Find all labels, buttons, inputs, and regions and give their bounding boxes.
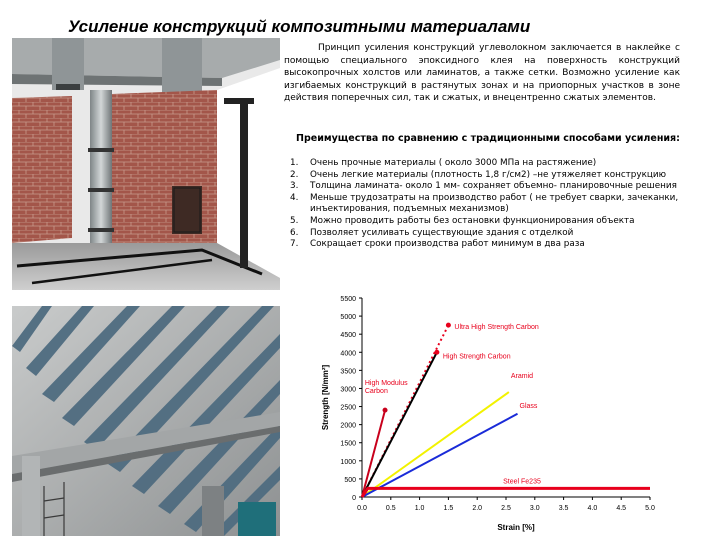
series-label: Glass: [519, 402, 538, 410]
list-item: 3. Толщина ламината- около 1 мм- сохраняет объемно- планировочные решения: [290, 181, 677, 192]
y-tick-label: 1000: [340, 458, 356, 466]
ceiling-strips-photo: [12, 306, 280, 536]
series-end-marker: [383, 408, 388, 413]
list-item: 6. Позволяет усиливать существующие здания с отделкой: [290, 227, 574, 238]
list-item: 5. Можно проводить работы без остановки функционирования объекта: [290, 215, 635, 226]
list-item: 4. Меньше трудозатраты на производство работ ( не требует сварки, зачеканки, инъектирования, подъемных механизмов): [290, 192, 679, 215]
x-tick-label: 3.0: [529, 505, 540, 512]
y-tick-label: 4000: [340, 350, 356, 358]
x-axis-label: Strain [%]: [497, 523, 535, 532]
x-tick-label: 5.0: [645, 505, 655, 512]
list-item: 7. Сокращает сроки производства работ минимум в два раза: [290, 239, 585, 250]
y-tick-label: 0: [352, 495, 356, 502]
reinforced-frame-illustration: [12, 38, 280, 290]
y-tick-label: 3000: [340, 386, 356, 394]
series-label: Steel Fe235: [503, 478, 541, 486]
x-tick-label: 2.0: [472, 505, 483, 512]
series-label: High Strength Carbon: [442, 353, 511, 361]
page-title: Усиление конструкций композитными материалами: [68, 17, 531, 36]
x-tick-label: 4.0: [587, 505, 598, 512]
intro-paragraph: Принцип усиления конструкций углеволокном заключается в наклейке с помощью специального эпоксидного клея на поверхность конструкций высокопрочных холстов или ламинатов, а также сетки. Возможно усиление как изгибаемых конструкций в растянутых зонах и на приопорных участков в зоне действия поперечных сил, так и сжатых, и внецентренно сжатых элементов.: [284, 43, 680, 103]
y-tick-label: 500: [344, 476, 356, 484]
strength-strain-chart: [314, 290, 674, 540]
y-tick-label: 2500: [340, 404, 356, 412]
y-tick-label: 1500: [340, 440, 356, 448]
series-end-marker: [434, 350, 439, 355]
advantages-list: [290, 158, 712, 251]
series-line: [362, 488, 650, 497]
x-tick-label: 4.5: [616, 505, 627, 512]
y-tick-label: 5500: [340, 296, 356, 303]
x-tick-label: 0.0: [357, 505, 367, 512]
list-item: 1. Очень прочные материалы ( около 3000 МПа на растяжение): [290, 158, 597, 168]
series-label: [365, 380, 408, 395]
series-line: [362, 352, 437, 497]
list-item: 2. Очень легкие материалы (плотность 1,8 г/см2) –не утяжеляет конструкцию: [290, 169, 667, 180]
series-end-marker: [446, 323, 451, 328]
x-tick-label: 0.5: [385, 505, 396, 512]
series-label: Ultra High Strength Carbon: [454, 324, 539, 332]
series-label: Aramid: [510, 373, 534, 381]
y-tick-label: 5000: [340, 314, 356, 322]
x-tick-label: 3.5: [558, 505, 569, 512]
y-axis-label: Strength [N/mm²]: [321, 364, 330, 431]
y-tick-label: 4500: [340, 332, 356, 340]
x-tick-label: 1.5: [443, 505, 454, 512]
x-tick-label: 1.0: [414, 505, 425, 512]
y-tick-label: 2000: [340, 422, 356, 430]
series-line: [362, 392, 509, 497]
series-label-line: Carbon: [364, 387, 388, 395]
x-tick-label: 2.5: [501, 505, 511, 512]
advantages-heading: Преимущества по сравнению с традиционными способами усиления:: [296, 133, 680, 144]
series-line: [362, 414, 518, 497]
y-tick-label: 3500: [340, 368, 356, 376]
series-label-line: High Modulus: [364, 379, 408, 387]
